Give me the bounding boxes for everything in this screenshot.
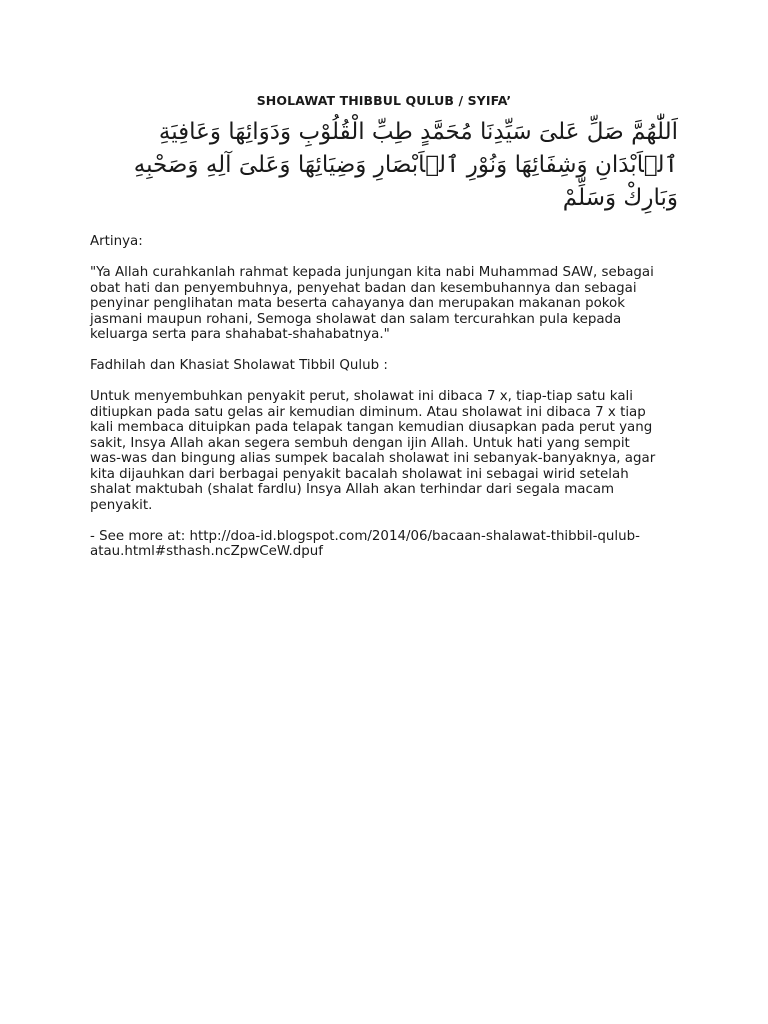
artinya-label: Artinya: xyxy=(90,234,143,249)
document-body xyxy=(90,92,678,575)
fadhilah-paragraph: Untuk menyembuhkan penyakit perut, sholawat ini dibaca 7 x, tiap-tiap satu kali ditiupkan pada satu gelas air kemudian diminum. Atau sholawat ini dibaca 7 x tiap kali membaca dituipkan pada telapak tangan kemudian diusapkan pada perut yang sakit, Insya Allah akan segera sembuh dengan ijin Allah. Untuk hati yang sempit was-was dan bingung alias sumpek bacalah sholawat ini sebanyak-banyaknya, agar kita dijauhkan dari berbagai penyakit bacalah sholawat ini sebagai wirid setelah shalat maktubah (shalat fardlu) Insya Allah akan terhindar dari segala macam penyakit. xyxy=(90,389,656,513)
document-title: SHOLAWAT THIBBUL QULUB / SYIFA’ xyxy=(256,93,512,108)
source-link[interactable]: - See more at: http://doa-id.blogspot.com/2014/06/bacaan-shalawat-thibbil-qulub- atau.html#sthash.ncZpwCeW.dpuf xyxy=(90,528,640,559)
arabic-prayer-text: اَللّٰهُمَّ صَلِّ عَلىَ سَيِّدِنَا مُحَمَّدٍ طِبِّ الْقُلُوْبِ وَدَوَائِهَا وَعَافِيَةِ ٱلۡاَبْدَانِ وَشِفَائِهَا وَنُوْرِ ٱلۡاَبْصَارِ وَضِيَائِهَا وَعَلىَ آلِهِ وَصَحْبِهِ وَبَارِكْ وَسَلِّمْ xyxy=(133,119,678,211)
fadhilah-heading: Fadhilah dan Khasiat Sholawat Tibbil Qulub : xyxy=(90,358,388,373)
translation-paragraph: "Ya Allah curahkanlah rahmat kepada junjungan kita nabi Muhammad SAW, sebagai obat hati dan penyembuhnya, penyehat badan dan kesembuhannya dan sebagai penyinar penglihatan mata beserta cahayanya dan merupakan makanan pokok jasmani maupun rohani, Semoga sholawat dan salam tercurahkan pula kepada keluarga serta para shahabat-shahabatnya." xyxy=(90,265,654,342)
